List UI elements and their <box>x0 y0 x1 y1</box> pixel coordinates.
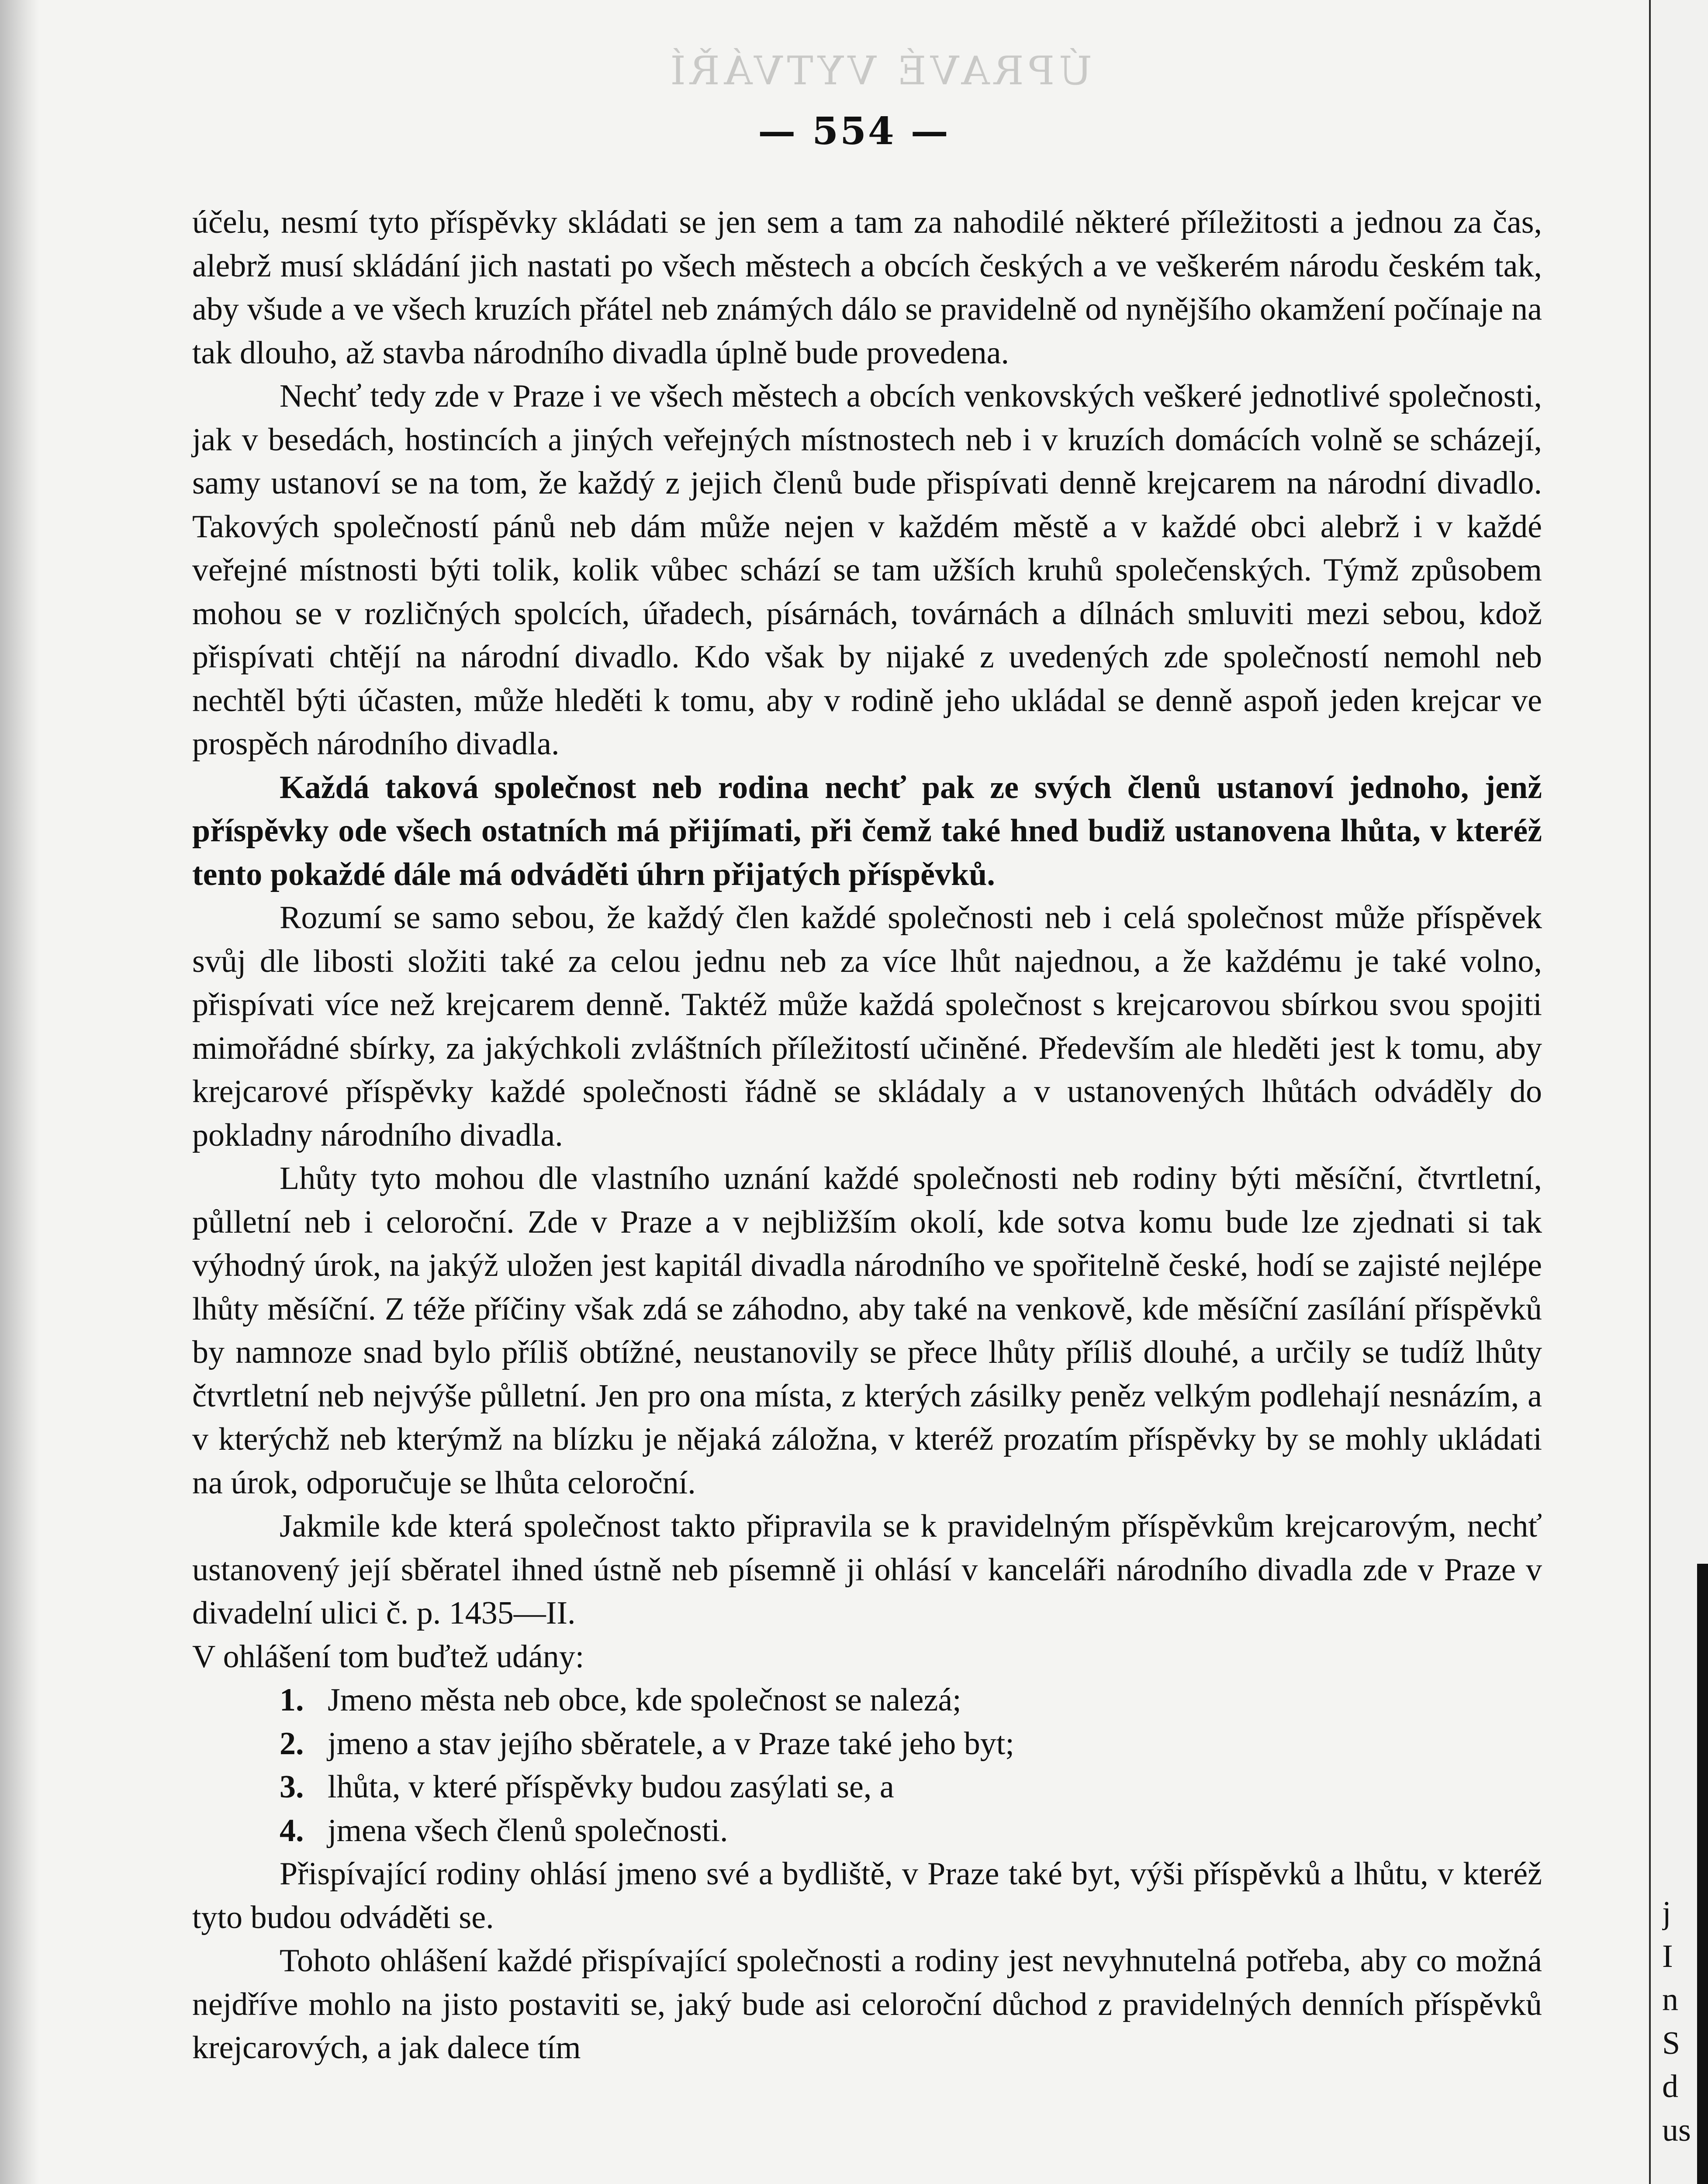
list-number: 2. <box>280 1725 304 1762</box>
list-item <box>280 1679 1542 1722</box>
paragraph-1: účelu, nesmí tyto příspěvky skládati se jen sem a tam za nahodilé některé příležitosti a jednou za čas, alebrž musí skládání jich nastati po všech městech a obcích českých a ve veškerém národu českém tak, aby všude a ve všech kruzích přátel neb známých dálo se pravidelně od nynějšího okamžení počínaje na tak dlouho, až stavba národního divadla úplně bude provedena. <box>192 204 1542 371</box>
requirements-list <box>280 1679 1542 1852</box>
paragraph-6: Jakmile kde která společnost takto připravila se k pravidelným příspěvkům krejcarovým, nechť ustanovený její sběratel ihned ústně neb písemně ji ohlásí v kanceláři národního divadla zde v Praze v divadelní ulici č. p. 1435—II. <box>192 1508 1542 1631</box>
margin-fragment: us <box>1662 2112 1691 2148</box>
list-text: jmena všech členů společnosti. <box>328 1812 728 1849</box>
list-item <box>280 1766 1542 1809</box>
adjacent-page-fragments <box>1662 1891 1708 2184</box>
body-text <box>192 201 1542 2070</box>
margin-fragment: S <box>1662 2025 1680 2061</box>
page-number: — 554 — <box>758 109 950 153</box>
margin-fragment: d <box>1662 2069 1678 2105</box>
list-text: jmeno a stav jejího sběratele, a v Praze také jeho byt; <box>328 1725 1014 1762</box>
list-text: lhůta, v které příspěvky budou zasýlati se, a <box>328 1769 894 1805</box>
margin-gap <box>1662 2152 1708 2184</box>
list-number: 3. <box>280 1769 304 1805</box>
margin-fragment: I <box>1662 1938 1673 1974</box>
paragraph-3: Každá taková společnost neb rodina nechť pak ze svých členů ustanoví jednoho, jenž příspěvky ode všech ostatních má přijímati, při čemž také hned budiž ustanovena lhůta, v kteréž tento pokaždé dále má odváděti úhrn přijatých příspěvků. <box>192 769 1542 892</box>
paragraph-7: Přispívající rodiny ohlásí jmeno své a bydliště, v Praze také byt, výši příspěvků a lhůtu, v kteréž tyto budou odváděti se. <box>192 1856 1542 1935</box>
margin-fragment: j <box>1662 1895 1671 1931</box>
paragraph-2: Nechť tedy zde v Praze i ve všech městech a obcích venkovských veškeré jednotlivé společnosti, jak v besedách, hostincích a jiných veřejných místnostech neb i v kruzích domácích volně se scházejí, samy ustanoví se na tom, že každý z jejich členů bude přispívati denně krejcarem na národní divadlo. Takových společností pánů neb dám může nejen v každém městě a v každé obci alebrž i v každé veřejné místnosti býti tolik, kolik vůbec schází se tam užších kruhů společenských. Týmž způsobem mohou se v rozličných spolcích, úřadech, písárnách, továrnách a dílnách smluviti mezi sebou, kdož přispívati chtějí na národní divadlo. Kdo však by nijaké z uvedených zde společností nemohl neb nechtěl býti účasten, může hleděti k tomu, aby v rodině jeho ukládal se denně aspoň jeden krejcar ve prospěch národního divadla. <box>192 378 1542 762</box>
paragraph-4: Rozumí se samo sebou, že každý člen každé společnosti neb i celá společnost může příspěvek svůj dle libosti složiti také za celou jednu neb za více lhůt najednou, a že každému je také volno, přispívati více než krejcarem denně. Taktéž může každá společnost s krejcarovou sbírkou svou spojiti mimořádné sbírky, za jakýchkoli zvláštních příležitostí učiněné. Především ale hleděti jest k tomu, aby krejcarové příspěvky každé společnosti řádně se skládaly a v ustanovených lhůtách odváděly do pokladny národního divadla. <box>192 900 1542 1153</box>
bleed-through-text: ÚPRAVÉ VYTVÁŘÍ <box>666 48 1092 87</box>
paragraph-8: Tohoto ohlášení každé přispívající společnosti a rodiny jest nevyhnutelná potřeba, aby co možná nejdříve mohlo na jisto postaviti se, jaký bude asi celoroční důchod z pravidelných denních příspěvků krejcarových, a jak dalece tím <box>192 1943 1542 2066</box>
paragraph-5: Lhůty tyto mohou dle vlastního uznání každé společnosti neb rodiny býti měsíční, čtvrtletní, půlletní neb i celoroční. Zde v Praze a v nejbližším okolí, kde sotva komu bude lze zjednati si tak výhodný úrok, na jakýž uložen jest kapitál divadla národního ve spořitelně české, hodí se zajisté nejlépe lhůty měsíční. Z téže příčiny však zdá se záhodno, aby také na venkově, kde měsíční zasílání příspěvků by namnoze snad bylo příliš obtížné, neustanovily se přece lhůty příliš dlouhé, a určily se tudíž lhůty čtvrtletní neb nejvýše půlletní. Jen pro ona místa, z kterých zásilky peněz velkým podlehají nesnázím, a v kterýchž neb kterýmž na blízku je nějaká záložna, v kteréž prozatím příspěvky by se mohly ukládati na úrok, odporučuje se lhůta celoroční. <box>192 1161 1542 1501</box>
page-left-shadow <box>0 0 39 2184</box>
margin-fragment: n <box>1662 1982 1678 2018</box>
paragraph-6-intro: V ohlášení tom buďtež udány: <box>192 1638 584 1675</box>
list-item <box>280 1809 1542 1853</box>
list-number: 1. <box>280 1682 304 1718</box>
list-item <box>280 1722 1542 1766</box>
list-text: Jmeno města neb obce, kde společnost se nalezá; <box>328 1682 961 1718</box>
list-number: 4. <box>280 1812 304 1849</box>
